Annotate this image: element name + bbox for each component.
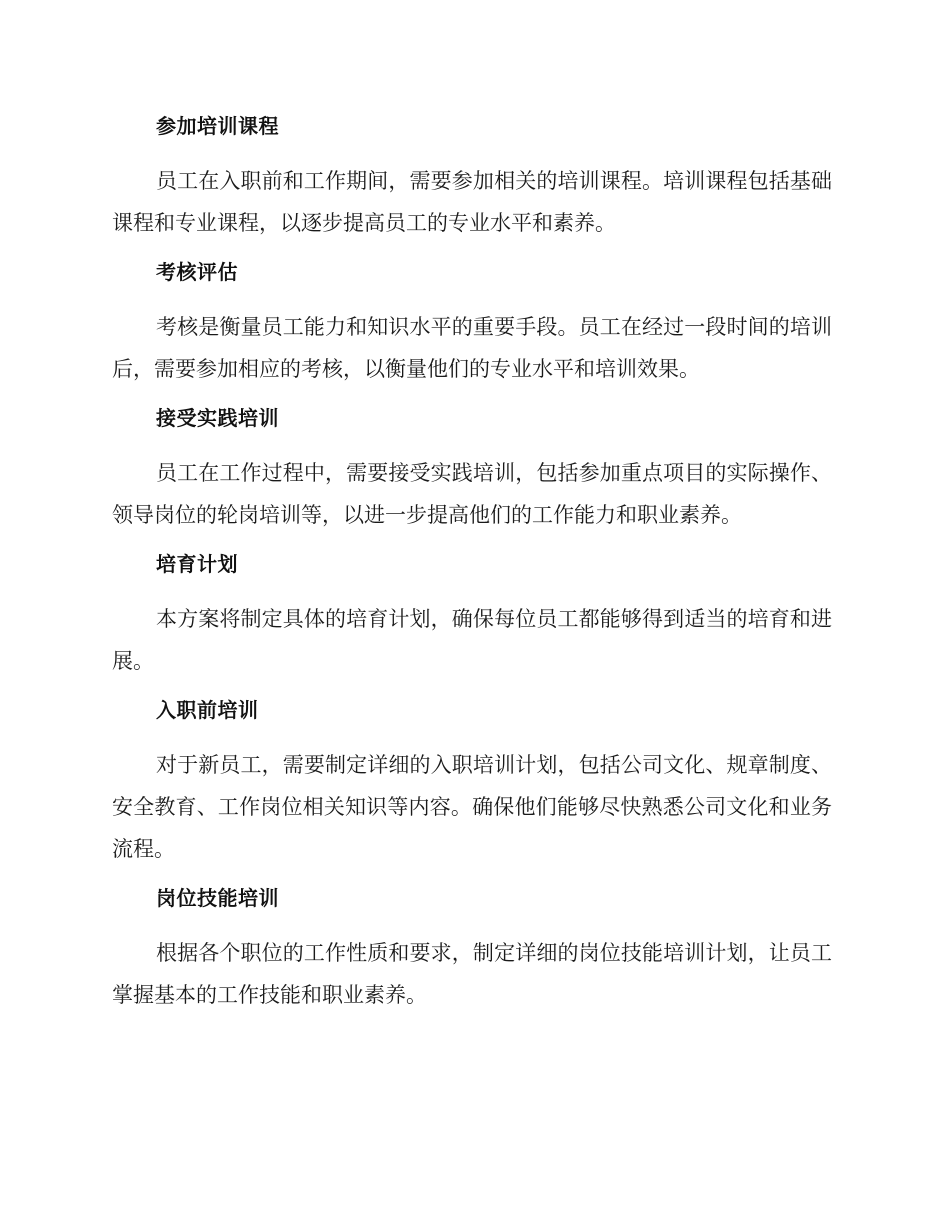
section-job-skills-training [112,876,832,1016]
section-practical-training [112,396,832,536]
section-assessment [112,250,832,390]
section-development-plan [112,542,832,682]
section-paragraph: 本方案将制定具体的培育计划，确保每位员工都能够得到适当的培育和进展。 [112,607,832,673]
section-heading: 岗位技能培训 [156,886,279,910]
section-heading: 培育计划 [156,552,238,576]
section-heading: 考核评估 [156,260,238,284]
section-heading: 入职前培训 [156,698,259,722]
section-onboarding-training [112,688,832,870]
section-paragraph: 员工在工作过程中，需要接受实践培训，包括参加重点项目的实际操作、领导岗位的轮岗培训等，以进一步提高他们的工作能力和职业素养。 [112,461,832,527]
document-content [112,104,832,1022]
section-paragraph: 员工在入职前和工作期间，需要参加相关的培训课程。培训课程包括基础课程和专业课程，以逐步提高员工的专业水平和素养。 [112,169,832,235]
section-heading: 参加培训课程 [156,114,279,138]
section-heading: 接受实践培训 [156,406,279,430]
section-paragraph: 根据各个职位的工作性质和要求，制定详细的岗位技能培训计划，让员工掌握基本的工作技能和职业素养。 [112,941,832,1007]
section-training-courses [112,104,832,244]
section-paragraph: 对于新员工，需要制定详细的入职培训计划，包括公司文化、规章制度、安全教育、工作岗位相关知识等内容。确保他们能够尽快熟悉公司文化和业务流程。 [112,753,832,861]
section-paragraph: 考核是衡量员工能力和知识水平的重要手段。员工在经过一段时间的培训后，需要参加相应的考核，以衡量他们的专业水平和培训效果。 [112,315,832,381]
